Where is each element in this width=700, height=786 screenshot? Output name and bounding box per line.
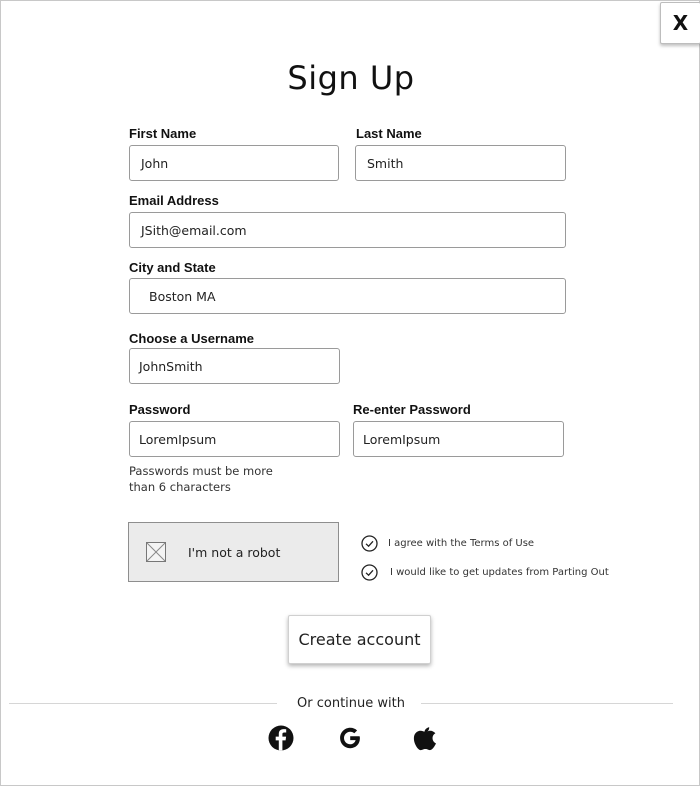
updates-checkbox[interactable] <box>361 564 609 581</box>
check-circle-icon <box>361 535 378 552</box>
email-input[interactable]: JSith@email.com <box>129 212 566 248</box>
captcha-checkbox[interactable] <box>146 542 166 562</box>
city-state-label: City and State <box>129 260 216 275</box>
terms-checkbox[interactable] <box>361 535 534 552</box>
placeholder-cross-icon <box>146 542 166 562</box>
continue-with-heading: Or continue with <box>297 696 405 711</box>
username-input[interactable]: JohnSmith <box>129 348 340 384</box>
apple-icon[interactable] <box>411 724 439 752</box>
check-circle-icon <box>361 564 378 581</box>
facebook-icon[interactable] <box>267 724 295 752</box>
first-name-label: First Name <box>129 126 197 141</box>
updates-label: I would like to get updates from Parting Out <box>390 567 609 578</box>
google-icon[interactable] <box>336 724 364 752</box>
username-label: Choose a Username <box>129 331 254 346</box>
captcha-label: I'm not a robot <box>188 544 281 560</box>
password-confirm-label: Re-enter Password <box>353 402 471 417</box>
create-account-button[interactable]: Create account <box>288 615 431 664</box>
email-label: Email Address <box>129 193 219 208</box>
last-name-input[interactable]: Smith <box>355 145 566 181</box>
close-button[interactable]: X <box>660 2 700 44</box>
first-name-input[interactable]: John <box>129 145 339 181</box>
password-confirm-input[interactable]: LoremIpsum <box>353 421 564 457</box>
last-name-label: Last Name <box>356 126 422 141</box>
page-title: Sign Up <box>287 59 415 97</box>
captcha-widget[interactable] <box>128 522 339 582</box>
password-label: Password <box>129 402 191 417</box>
password-hint: Passwords must be more than 6 characters <box>129 464 273 494</box>
password-input[interactable]: LoremIpsum <box>129 421 340 457</box>
terms-label: I agree with the Terms of Use <box>388 538 535 549</box>
city-state-input[interactable]: Boston MA <box>129 278 566 314</box>
